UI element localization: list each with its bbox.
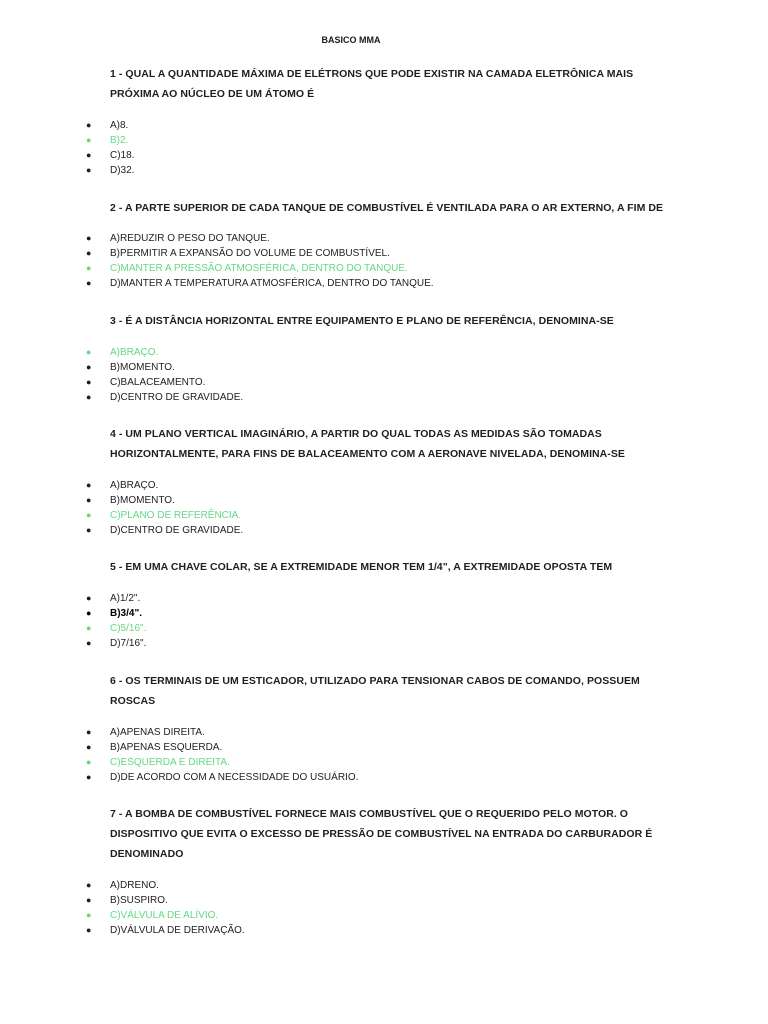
bullet-icon: ● (86, 727, 92, 737)
bullet-icon: ● (86, 525, 92, 535)
bullet-icon: ● (86, 895, 92, 905)
question-3-options (0, 345, 243, 405)
bullet-icon: ● (86, 135, 92, 145)
bullet-icon: ● (86, 623, 92, 633)
question-3-line-1: 3 - É A DISTÂNCIA HORIZONTAL ENTRE EQUIPAMENTO E PLANO DE REFERÊNCIA, DENOMINA-SE (110, 315, 614, 327)
bullet-icon: ● (86, 757, 92, 767)
bullet-icon: ● (86, 165, 92, 175)
bullet-icon: ● (86, 248, 92, 258)
bullet-icon: ● (86, 120, 92, 130)
question-1-line-1: 1 - QUAL A QUANTIDADE MÁXIMA DE ELÉTRONS QUE PODE EXISTIR NA CAMADA ELETRÔNICA MAIS (110, 68, 634, 80)
question-6-line-1: 6 - OS TERMINAIS DE UM ESTICADOR, UTILIZADO PARA TENSIONAR CABOS DE COMANDO, POSSUEM (110, 675, 640, 687)
bullet-icon: ● (86, 362, 92, 372)
question-7-options (0, 878, 245, 938)
option-a: ● A)1/2". (86, 593, 141, 604)
question-7-line-3: DENOMINADO (110, 848, 184, 860)
option-d: ● D)CENTRO DE GRAVIDADE. (86, 392, 244, 403)
question-4-options (0, 478, 243, 538)
option-b: ● B)SUSPIRO. (86, 895, 168, 906)
question-5-options (0, 591, 146, 651)
option-a: ● A)APENAS DIREITA. (86, 727, 205, 738)
question-5 (110, 557, 670, 577)
option-a: ● A)REDUZIR O PESO DO TANQUE. (86, 233, 270, 244)
bullet-icon: ● (86, 742, 92, 752)
option-d: ● D)VÁLVULA DE DERIVAÇÃO. (86, 925, 245, 936)
bullet-icon: ● (86, 347, 92, 357)
option-d: ● D)CENTRO DE GRAVIDADE. (86, 525, 244, 536)
option-a: ● A)8. (86, 120, 129, 131)
bullet-icon: ● (86, 638, 92, 648)
question-7-line-2: DISPOSITIVO QUE EVITA O EXCESSO DE PRESSÃO DE COMBUSTÍVEL NA ENTRADA DO CARBURADOR É (110, 828, 653, 840)
question-2 (110, 198, 670, 218)
option-c: ● C)BALACEAMENTO. (86, 377, 206, 388)
option-c-correct: ● C)ESQUERDA E DIREITA. (86, 757, 230, 768)
option-d: ● D)32. (86, 165, 135, 176)
option-b: ● B)APENAS ESQUERDA. (86, 742, 223, 753)
bullet-icon: ● (86, 392, 92, 402)
option-c-correct: ● C)VÁLVULA DE ALÍVIO. (86, 910, 219, 921)
option-c-correct: ● C)5/16". (86, 623, 147, 634)
bullet-icon: ● (86, 880, 92, 890)
option-d: ● D)DE ACORDO COM A NECESSIDADE DO USUÁRIO. (86, 772, 359, 783)
bullet-icon: ● (86, 495, 92, 505)
bullet-icon: ● (86, 263, 92, 273)
question-4-line-2: HORIZONTALMENTE, PARA FINS DE BALACEAMENTO COM A AERONAVE NIVELADA, DENOMINA-SE (110, 448, 625, 460)
bullet-icon: ● (86, 480, 92, 490)
bullet-icon: ● (86, 925, 92, 935)
question-3 (110, 311, 670, 331)
option-b: ● B)PERMITIR A EXPANSÃO DO VOLUME DE COMBUSTÍVEL. (86, 248, 390, 259)
bullet-icon: ● (86, 233, 92, 243)
question-1-options (0, 118, 134, 178)
question-6 (110, 671, 670, 711)
option-d: ● D)7/16". (86, 638, 147, 649)
question-2-line-1: 2 - A PARTE SUPERIOR DE CADA TANQUE DE COMBUSTÍVEL É VENTILADA PARA O AR EXTERNO, A FIM DE (110, 202, 664, 214)
option-b: ● B)MOMENTO. (86, 362, 175, 373)
option-d: ● D)MANTER A TEMPERATURA ATMOSFÉRICA, DENTRO DO TANQUE. (86, 278, 434, 289)
question-1 (110, 64, 670, 104)
question-6-options (0, 725, 358, 785)
option-c-correct: ● C)MANTER A PRESSÃO ATMOSFÉRICA, DENTRO DO TANQUE. (86, 263, 408, 274)
bullet-icon: ● (86, 772, 92, 782)
question-5-line-1: 5 - EM UMA CHAVE COLAR, SE A EXTREMIDADE MENOR TEM 1/4", A EXTREMIDADE OPOSTA TEM (110, 561, 613, 573)
option-b-correct: ● B)2. (86, 135, 129, 146)
question-6-line-2: ROSCAS (110, 695, 156, 707)
option-a-correct: ● A)BRAÇO. (86, 347, 159, 358)
question-7-line-1: 7 - A BOMBA DE COMBUSTÍVEL FORNECE MAIS COMBUSTÍVEL QUE O REQUERIDO PELO MOTOR. O (110, 808, 629, 820)
document-title: BASICO MMA (321, 35, 381, 45)
question-4-line-1: 4 - UM PLANO VERTICAL IMAGINÁRIO, A PARTIR DO QUAL TODAS AS MEDIDAS SÃO TOMADAS (110, 428, 602, 440)
question-2-options (0, 231, 434, 291)
option-b: ● B)3/4". (86, 608, 142, 619)
bullet-icon: ● (86, 278, 92, 288)
question-1-line-2: PRÓXIMA AO NÚCLEO DE UM ÁTOMO É (110, 88, 315, 100)
option-b: ● B)MOMENTO. (86, 495, 175, 506)
option-c: ● C)18. (86, 150, 135, 161)
bullet-icon: ● (86, 608, 92, 618)
bullet-icon: ● (86, 377, 92, 387)
question-7 (110, 804, 670, 864)
option-a: ● A)BRAÇO. (86, 480, 159, 491)
bullet-icon: ● (86, 150, 92, 160)
question-4 (110, 424, 670, 464)
option-c-correct: ● C)PLANO DE REFERÊNCIA. (86, 510, 242, 521)
bullet-icon: ● (86, 910, 92, 920)
bullet-icon: ● (86, 593, 92, 603)
option-a: ● A)DRENO. (86, 880, 159, 891)
bullet-icon: ● (86, 510, 92, 520)
